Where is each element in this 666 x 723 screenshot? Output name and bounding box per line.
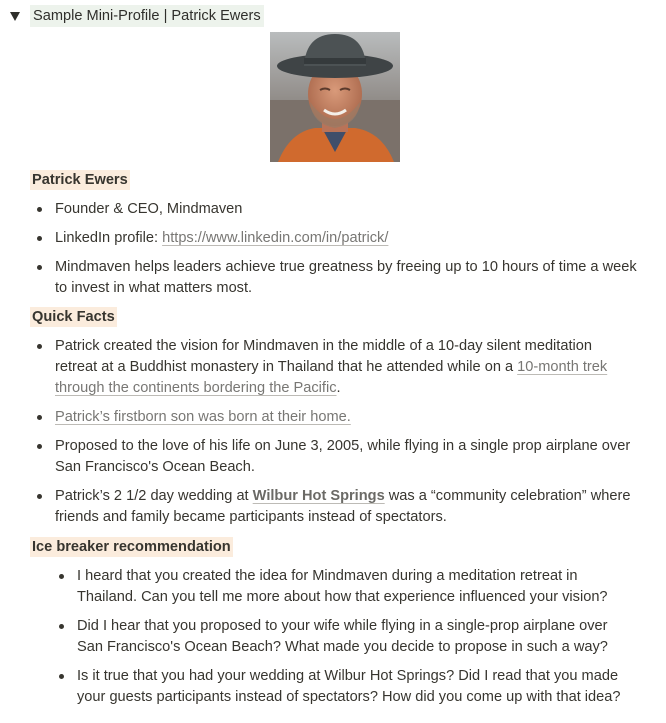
list-item: Proposed to the love of his life on June 3, 2005, while flying in a single prop airplane over San Francisco's Ocean Beach.	[55, 436, 630, 478]
list-item: Is it true that you had your wedding at Wilbur Hot Springs? Did I read that you made your guests participants instead of spectators? How did you come up with that idea?	[77, 666, 621, 708]
toggle-block[interactable]	[9, 5, 264, 27]
list-item: I heard that you created the idea for Mindmaven during a meditation retreat in Thailand. Can you tell me more about how that experience influenced your vision?	[77, 566, 621, 608]
trek-link[interactable]: 10-month trek	[517, 359, 608, 375]
list-item: Patrick created the vision for Mindmaven in the middle of a 10-day silent meditation retreat at a Buddhist monastery in Thailand that he attended while on a 10-month trek through the continents bordering the Pacific.	[55, 336, 630, 399]
bullet-icon	[59, 674, 64, 679]
bullet-icon	[37, 415, 42, 420]
toggle-title: Sample Mini-Profile | Patrick Ewers	[30, 5, 264, 27]
linkedin-link[interactable]: https://www.linkedin.com/in/patrick/	[162, 230, 389, 246]
bullet-icon	[59, 574, 64, 579]
profile-list	[55, 199, 637, 299]
bullet-icon	[37, 207, 42, 212]
section-heading-icebreaker: Ice breaker recommendation	[32, 539, 231, 555]
quick-facts-list	[55, 336, 630, 528]
list-item: Mindmaven helps leaders achieve true greatness by freeing up to 10 hours of time a week to invest in what matters most.	[55, 257, 637, 299]
bullet-icon	[37, 344, 42, 349]
bullet-icon	[37, 265, 42, 270]
firstborn-link[interactable]: Patrick’s firstborn son was born at their home.	[55, 409, 351, 425]
section-heading-quick-facts: Quick Facts	[32, 309, 115, 325]
bullet-icon	[59, 624, 64, 629]
section-heading-name: Patrick Ewers	[32, 172, 128, 188]
list-item: Patrick’s 2 1/2 day wedding at Wilbur Hot Springs was a “community celebration” where friends and family became participants instead of spectators.	[55, 486, 630, 528]
bullet-icon	[37, 236, 42, 241]
bullet-icon	[37, 444, 42, 449]
list-item	[55, 407, 630, 428]
icebreaker-list	[77, 566, 621, 708]
list-item: Did I hear that you proposed to your wife while flying in a single-prop airplane over San Francisco's Ocean Beach? What made you decide to propose in such a way?	[77, 616, 621, 658]
list-item: Founder & CEO, Mindmaven	[55, 199, 637, 220]
wilbur-hot-springs-link[interactable]: Wilbur Hot Springs	[252, 488, 385, 504]
trek-link-continued[interactable]: through the continents bordering the Pacific	[55, 380, 337, 396]
profile-photo	[270, 32, 400, 162]
triangle-down-icon[interactable]	[9, 11, 20, 22]
bullet-icon	[37, 494, 42, 499]
list-item: LinkedIn profile: https://www.linkedin.com/in/patrick/	[55, 228, 637, 249]
